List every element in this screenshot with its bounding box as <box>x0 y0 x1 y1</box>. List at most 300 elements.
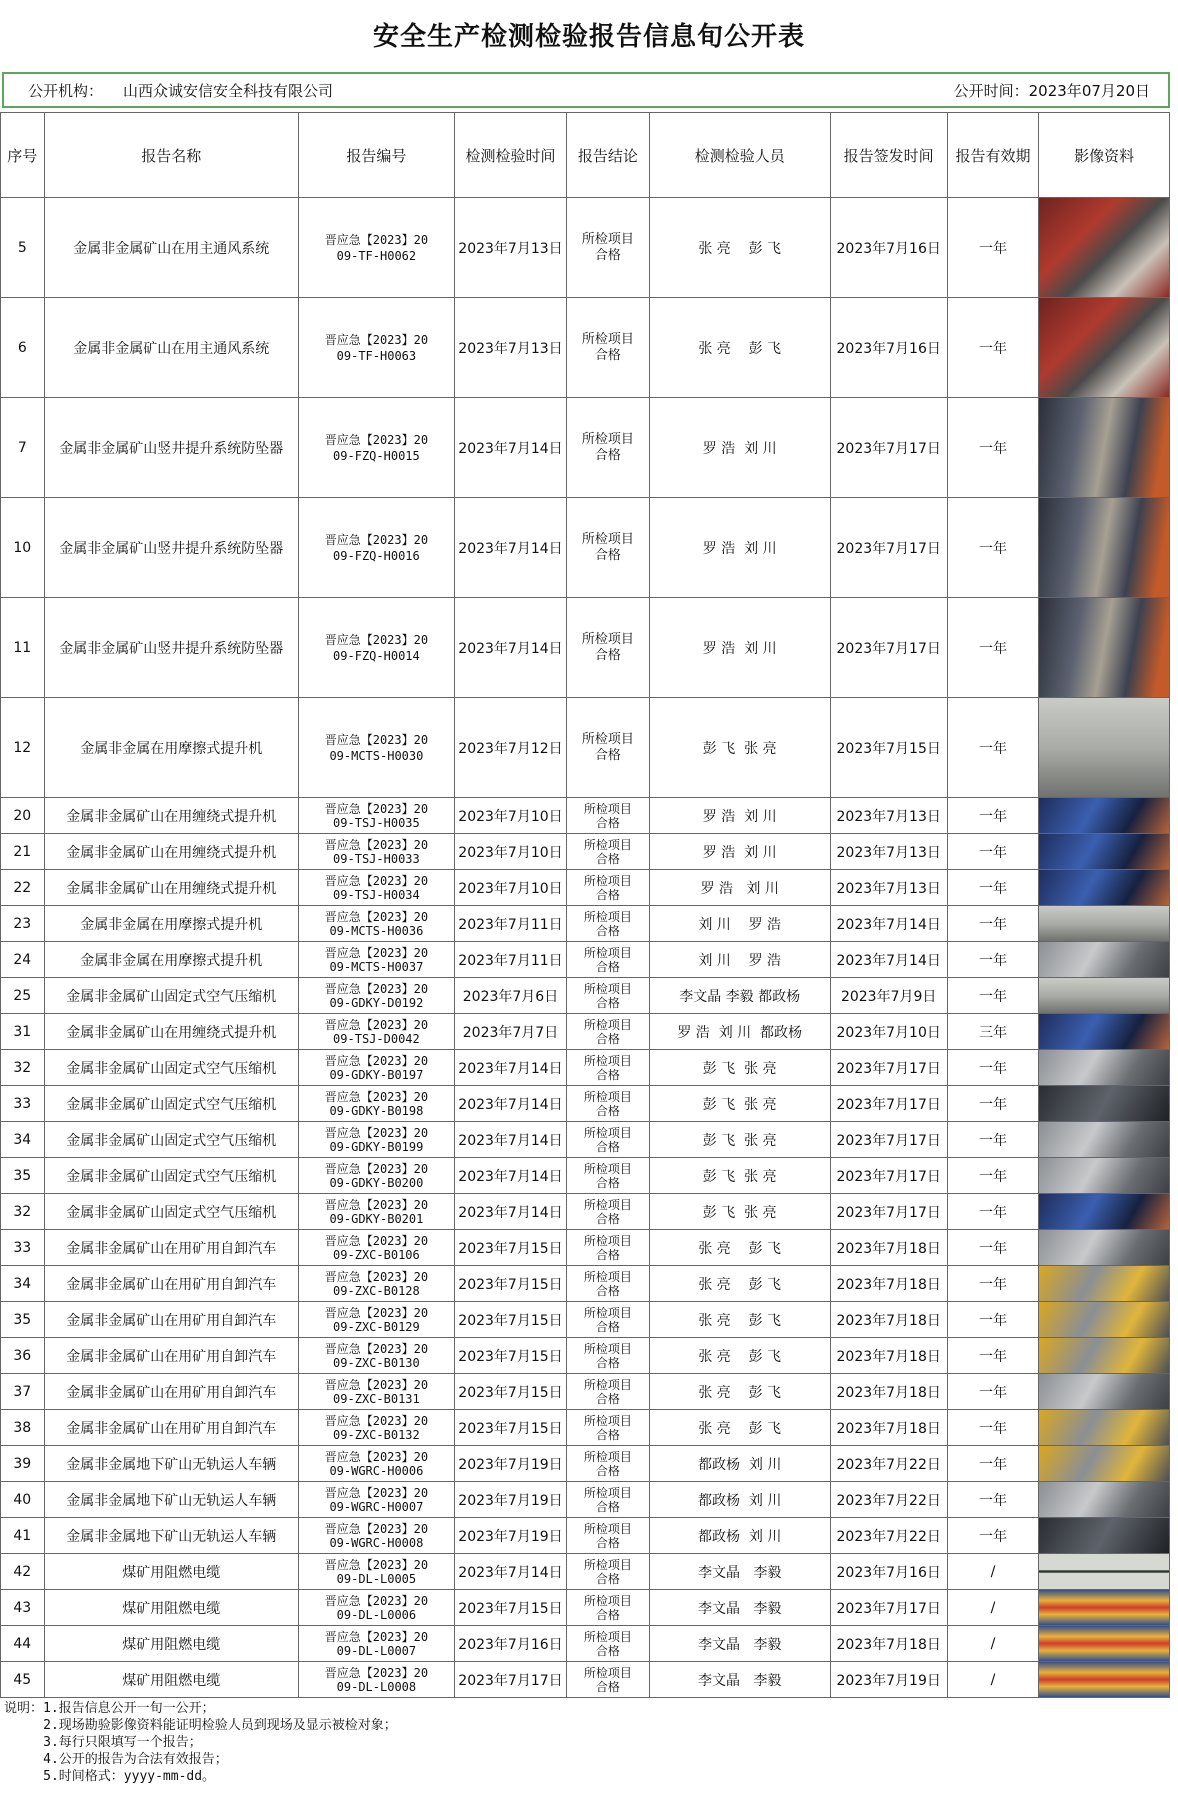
report-code <box>298 834 454 870</box>
photo-cell <box>1039 1662 1170 1698</box>
conclusion-line1: 所检项目 <box>583 1449 632 1464</box>
validity: / <box>947 1590 1039 1626</box>
inspectors: 李文晶 李毅 都政杨 <box>649 978 830 1014</box>
photo-cell <box>1039 978 1170 1014</box>
test-date: 2023年7月14日 <box>454 1554 566 1590</box>
photo-cell <box>1039 1446 1170 1482</box>
table-row <box>1 698 1170 798</box>
conclusion-line1: 所检项目 <box>583 1161 632 1176</box>
validity: 一年 <box>947 978 1039 1014</box>
conclusion-line2: 合格 <box>595 959 620 974</box>
report-code-line2: 09-WGRC-H0007 <box>329 1499 424 1514</box>
report-code-line1: 晋应急【2023】20 <box>324 981 429 996</box>
report-code-line2: 09-GDKY-B0201 <box>329 1211 424 1226</box>
row-number: 20 <box>1 798 45 834</box>
report-code-line2: 09-GDKY-B0197 <box>329 1067 424 1082</box>
photo-cell <box>1039 598 1170 698</box>
validity: 一年 <box>947 1446 1039 1482</box>
photo-cell <box>1039 1230 1170 1266</box>
report-name: 金属非金属矿山在用主通风系统 <box>44 198 298 298</box>
site-photo <box>1039 1662 1169 1697</box>
conclusion <box>567 978 650 1014</box>
report-code-line2: 09-DL-L0005 <box>336 1571 417 1586</box>
report-code <box>298 1338 454 1374</box>
table-row <box>1 870 1170 906</box>
report-code-line1: 晋应急【2023】20 <box>324 1197 429 1212</box>
row-number: 34 <box>1 1122 45 1158</box>
inspectors: 罗 浩 刘 川 <box>649 398 830 498</box>
conclusion-line1: 所检项目 <box>583 801 632 816</box>
site-photo <box>1039 834 1169 869</box>
conclusion-line1: 所检项目 <box>583 1341 632 1356</box>
conclusion-line2: 合格 <box>595 1391 620 1406</box>
conclusion-line2: 合格 <box>595 1103 620 1118</box>
validity: 一年 <box>947 398 1039 498</box>
conclusion <box>567 1554 650 1590</box>
site-photo <box>1039 1338 1169 1373</box>
conclusion <box>567 1590 650 1626</box>
report-code <box>298 1446 454 1482</box>
report-code-line2: 09-DL-L0008 <box>336 1679 417 1694</box>
site-photo <box>1039 1518 1169 1553</box>
conclusion-line2: 合格 <box>595 1247 620 1262</box>
org-bar <box>2 72 1170 108</box>
test-date: 2023年7月12日 <box>454 698 566 798</box>
report-code-line2: 09-TF-H0062 <box>336 248 417 263</box>
site-photo <box>1039 298 1169 397</box>
inspectors: 张 亮 彭 飞 <box>649 1302 830 1338</box>
report-name: 金属非金属矿山在用缠绕式提升机 <box>44 834 298 870</box>
conclusion-line1: 所检项目 <box>583 1377 632 1392</box>
table-row <box>1 1374 1170 1410</box>
conclusion <box>567 1446 650 1482</box>
table-row <box>1 942 1170 978</box>
test-date: 2023年7月14日 <box>454 1086 566 1122</box>
issue-date: 2023年7月17日 <box>830 1590 947 1626</box>
conclusion-line1: 所检项目 <box>581 431 634 447</box>
table-row <box>1 1122 1170 1158</box>
report-table <box>0 112 1170 1698</box>
report-code <box>298 942 454 978</box>
conclusion-line1: 所检项目 <box>581 731 634 747</box>
inspectors: 罗 浩 刘 川 <box>649 498 830 598</box>
site-photo <box>1039 978 1169 1013</box>
conclusion-line1: 所检项目 <box>583 945 632 960</box>
table-row <box>1 1302 1170 1338</box>
report-code-line2: 09-MCTS-H0037 <box>329 959 424 974</box>
test-date: 2023年7月19日 <box>454 1518 566 1554</box>
report-name: 金属非金属矿山在用矿用自卸汽车 <box>44 1410 298 1446</box>
report-code <box>298 1014 454 1050</box>
table-row <box>1 498 1170 598</box>
photo-cell <box>1039 698 1170 798</box>
table-row <box>1 1590 1170 1626</box>
inspectors: 彭 飞 张 亮 <box>649 1122 830 1158</box>
report-code-line2: 09-ZXC-B0129 <box>333 1319 420 1334</box>
conclusion-line1: 所检项目 <box>583 1521 632 1536</box>
issue-date: 2023年7月18日 <box>830 1302 947 1338</box>
test-date: 2023年7月15日 <box>454 1302 566 1338</box>
site-photo <box>1039 598 1169 697</box>
report-name: 煤矿用阻燃电缆 <box>44 1626 298 1662</box>
site-photo <box>1039 1374 1169 1409</box>
conclusion-line2: 合格 <box>595 1283 620 1298</box>
inspectors: 李文晶 李毅 <box>649 1662 830 1698</box>
test-date: 2023年7月15日 <box>454 1338 566 1374</box>
table-row <box>1 1662 1170 1698</box>
issue-date: 2023年7月18日 <box>830 1266 947 1302</box>
report-name: 金属非金属矿山在用主通风系统 <box>44 298 298 398</box>
validity: 一年 <box>947 198 1039 298</box>
conclusion-line2: 合格 <box>595 851 620 866</box>
report-name: 金属非金属地下矿山无轨运人车辆 <box>44 1518 298 1554</box>
conclusion-line1: 所检项目 <box>583 1305 632 1320</box>
validity: 一年 <box>947 1374 1039 1410</box>
conclusion-line2: 合格 <box>595 1607 620 1622</box>
report-code <box>298 1662 454 1698</box>
inspectors: 李文晶 李毅 <box>649 1626 830 1662</box>
report-code-line1: 晋应急【2023】20 <box>324 432 429 447</box>
report-code-line2: 09-FZQ-H0014 <box>333 648 420 663</box>
validity: 一年 <box>947 598 1039 698</box>
conclusion-line2: 合格 <box>595 1319 620 1334</box>
report-name: 金属非金属矿山固定式空气压缩机 <box>44 1086 298 1122</box>
table-row <box>1 906 1170 942</box>
report-name: 金属非金属矿山固定式空气压缩机 <box>44 1158 298 1194</box>
report-code <box>298 1194 454 1230</box>
issue-date: 2023年7月19日 <box>830 1662 947 1698</box>
column-header: 检测检验时间 <box>454 113 566 198</box>
conclusion <box>567 942 650 978</box>
issue-date: 2023年7月14日 <box>830 942 947 978</box>
validity: 一年 <box>947 870 1039 906</box>
conclusion <box>567 1518 650 1554</box>
report-code-line2: 09-MCTS-H0036 <box>329 923 424 938</box>
report-name: 金属非金属矿山固定式空气压缩机 <box>44 1050 298 1086</box>
report-code <box>298 1374 454 1410</box>
issue-date: 2023年7月13日 <box>830 834 947 870</box>
conclusion-line2: 合格 <box>595 995 620 1010</box>
report-code <box>298 798 454 834</box>
validity: 一年 <box>947 906 1039 942</box>
column-header: 报告结论 <box>567 113 650 198</box>
validity: 一年 <box>947 1194 1039 1230</box>
report-name: 煤矿用阻燃电缆 <box>44 1554 298 1590</box>
report-code-line1: 晋应急【2023】20 <box>324 1305 429 1320</box>
site-photo <box>1039 1014 1169 1049</box>
report-code <box>298 1050 454 1086</box>
row-number: 24 <box>1 942 45 978</box>
report-name: 金属非金属矿山固定式空气压缩机 <box>44 1122 298 1158</box>
report-code <box>298 198 454 298</box>
report-name: 金属非金属矿山在用矿用自卸汽车 <box>44 1374 298 1410</box>
inspectors: 张 亮 彭 飞 <box>649 298 830 398</box>
site-photo <box>1039 1626 1169 1661</box>
issue-date: 2023年7月17日 <box>830 1194 947 1230</box>
row-number: 45 <box>1 1662 45 1698</box>
report-name: 金属非金属矿山在用矿用自卸汽车 <box>44 1338 298 1374</box>
photo-cell <box>1039 1158 1170 1194</box>
report-name: 金属非金属矿山在用矿用自卸汽车 <box>44 1230 298 1266</box>
site-photo <box>1039 1482 1169 1517</box>
conclusion <box>567 1410 650 1446</box>
conclusion-line2: 合格 <box>595 1175 620 1190</box>
photo-cell <box>1039 942 1170 978</box>
conclusion <box>567 1014 650 1050</box>
photo-cell <box>1039 1374 1170 1410</box>
conclusion-line2: 合格 <box>595 815 620 830</box>
issue-date: 2023年7月16日 <box>830 298 947 398</box>
conclusion-line1: 所检项目 <box>583 1665 632 1680</box>
report-code-line2: 09-GDKY-B0198 <box>329 1103 424 1118</box>
issue-date: 2023年7月17日 <box>830 1050 947 1086</box>
validity: 一年 <box>947 298 1039 398</box>
report-code-line1: 晋应急【2023】20 <box>324 1413 429 1428</box>
conclusion-line2: 合格 <box>595 1031 620 1046</box>
test-date: 2023年7月14日 <box>454 598 566 698</box>
row-number: 35 <box>1 1158 45 1194</box>
report-code-line1: 晋应急【2023】20 <box>324 1017 429 1032</box>
report-code-line2: 09-ZXC-B0128 <box>333 1283 420 1298</box>
photo-cell <box>1039 834 1170 870</box>
conclusion-line1: 所检项目 <box>583 1269 632 1284</box>
table-row <box>1 1554 1170 1590</box>
org-label: 公开机构： <box>28 81 104 100</box>
report-code <box>298 978 454 1014</box>
photo-cell <box>1039 1590 1170 1626</box>
conclusion <box>567 906 650 942</box>
site-photo <box>1039 1050 1169 1085</box>
inspectors: 罗 浩 刘 川 都政杨 <box>649 1014 830 1050</box>
org-name: 山西众诚安信安全科技有限公司 <box>123 81 334 100</box>
test-date: 2023年7月15日 <box>454 1410 566 1446</box>
table-row <box>1 1626 1170 1662</box>
test-date: 2023年7月10日 <box>454 834 566 870</box>
row-number: 31 <box>1 1014 45 1050</box>
conclusion <box>567 1302 650 1338</box>
inspectors: 彭 飞 张 亮 <box>649 1050 830 1086</box>
conclusion-line2: 合格 <box>595 1679 620 1694</box>
validity: 一年 <box>947 1158 1039 1194</box>
conclusion-line2: 合格 <box>594 647 621 663</box>
table-row <box>1 398 1170 498</box>
inspectors: 罗 浩 刘 川 <box>649 598 830 698</box>
report-code <box>298 598 454 698</box>
issue-date: 2023年7月10日 <box>830 1014 947 1050</box>
photo-cell <box>1039 798 1170 834</box>
conclusion-line2: 合格 <box>595 1355 620 1370</box>
photo-cell <box>1039 1194 1170 1230</box>
conclusion-line1: 所检项目 <box>583 1557 632 1572</box>
report-code-line2: 09-ZXC-B0106 <box>333 1247 420 1262</box>
report-code-line2: 09-DL-L0006 <box>336 1607 417 1622</box>
validity: / <box>947 1626 1039 1662</box>
report-code <box>298 1230 454 1266</box>
conclusion <box>567 1626 650 1662</box>
validity: 三年 <box>947 1014 1039 1050</box>
test-date: 2023年7月19日 <box>454 1446 566 1482</box>
photo-cell <box>1039 1518 1170 1554</box>
report-code-line1: 晋应急【2023】20 <box>324 1665 429 1680</box>
conclusion-line2: 合格 <box>594 747 621 763</box>
inspectors: 都政杨 刘 川 <box>649 1446 830 1482</box>
validity: 一年 <box>947 1086 1039 1122</box>
report-code <box>298 906 454 942</box>
report-name: 金属非金属地下矿山无轨运人车辆 <box>44 1446 298 1482</box>
conclusion-line2: 合格 <box>594 347 621 363</box>
report-code <box>298 1554 454 1590</box>
row-number: 36 <box>1 1338 45 1374</box>
photo-cell <box>1039 1122 1170 1158</box>
report-code-line2: 09-ZXC-B0132 <box>333 1427 420 1442</box>
report-code-line1: 晋应急【2023】20 <box>324 1341 429 1356</box>
row-number: 43 <box>1 1590 45 1626</box>
conclusion-line2: 合格 <box>595 1427 620 1442</box>
photo-cell <box>1039 1338 1170 1374</box>
report-code <box>298 398 454 498</box>
table-row <box>1 1410 1170 1446</box>
site-photo <box>1039 942 1169 977</box>
table-body <box>1 198 1170 1698</box>
conclusion <box>567 298 650 398</box>
issue-date: 2023年7月22日 <box>830 1446 947 1482</box>
conclusion <box>567 1158 650 1194</box>
issue-date: 2023年7月22日 <box>830 1482 947 1518</box>
conclusion <box>567 1338 650 1374</box>
conclusion-line1: 所检项目 <box>583 1593 632 1608</box>
note-line: 3.每行只限填写一个报告； <box>4 1735 202 1750</box>
column-header: 报告有效期 <box>947 113 1039 198</box>
report-name: 金属非金属矿山竖井提升系统防坠器 <box>44 498 298 598</box>
inspectors: 彭 飞 张 亮 <box>649 1158 830 1194</box>
table-row <box>1 1086 1170 1122</box>
report-code-line1: 晋应急【2023】20 <box>324 837 429 852</box>
test-date: 2023年7月10日 <box>454 798 566 834</box>
report-code-line2: 09-MCTS-H0030 <box>329 748 424 763</box>
report-name: 金属非金属矿山固定式空气压缩机 <box>44 1194 298 1230</box>
notes <box>4 1700 397 1785</box>
row-number: 42 <box>1 1554 45 1590</box>
row-number: 32 <box>1 1194 45 1230</box>
row-number: 41 <box>1 1518 45 1554</box>
conclusion-line1: 所检项目 <box>581 231 634 247</box>
table-row <box>1 1158 1170 1194</box>
report-code-line1: 晋应急【2023】20 <box>324 801 429 816</box>
inspectors: 彭 飞 张 亮 <box>649 1194 830 1230</box>
photo-cell <box>1039 1554 1170 1590</box>
conclusion-line1: 所检项目 <box>581 531 634 547</box>
report-code <box>298 498 454 598</box>
row-number: 44 <box>1 1626 45 1662</box>
report-code <box>298 1302 454 1338</box>
issue-date: 2023年7月17日 <box>830 598 947 698</box>
issue-date: 2023年7月14日 <box>830 906 947 942</box>
table-row <box>1 198 1170 298</box>
report-code <box>298 1590 454 1626</box>
site-photo <box>1039 1086 1169 1121</box>
test-date: 2023年7月13日 <box>454 298 566 398</box>
table-row <box>1 834 1170 870</box>
test-date: 2023年7月10日 <box>454 870 566 906</box>
report-code <box>298 1626 454 1662</box>
report-code-line1: 晋应急【2023】20 <box>324 1449 429 1464</box>
conclusion-line2: 合格 <box>595 1211 620 1226</box>
inspectors: 李文晶 李毅 <box>649 1554 830 1590</box>
report-code-line2: 09-TSJ-H0035 <box>333 815 420 830</box>
validity: 一年 <box>947 1302 1039 1338</box>
conclusion <box>567 1374 650 1410</box>
report-code <box>298 1482 454 1518</box>
issue-date: 2023年7月17日 <box>830 1158 947 1194</box>
row-number: 40 <box>1 1482 45 1518</box>
report-code-line2: 09-WGRC-H0006 <box>329 1463 424 1478</box>
row-number: 21 <box>1 834 45 870</box>
inspectors: 都政杨 刘 川 <box>649 1518 830 1554</box>
test-date: 2023年7月13日 <box>454 198 566 298</box>
validity: / <box>947 1662 1039 1698</box>
issue-date: 2023年7月18日 <box>830 1374 947 1410</box>
conclusion-line1: 所检项目 <box>583 1413 632 1428</box>
issue-date: 2023年7月16日 <box>830 198 947 298</box>
report-code-line1: 晋应急【2023】20 <box>324 873 429 888</box>
issue-date: 2023年7月13日 <box>830 870 947 906</box>
photo-cell <box>1039 1410 1170 1446</box>
note-line: 5.时间格式：yyyy-mm-dd。 <box>4 1769 216 1784</box>
note-line: 4.公开的报告为合法有效报告； <box>4 1752 228 1767</box>
inspectors: 彭 飞 张 亮 <box>649 1086 830 1122</box>
conclusion <box>567 1122 650 1158</box>
report-name: 金属非金属在用摩擦式提升机 <box>44 942 298 978</box>
conclusion-line1: 所检项目 <box>583 1125 632 1140</box>
validity: 一年 <box>947 834 1039 870</box>
report-code-line1: 晋应急【2023】20 <box>324 1377 429 1392</box>
photo-cell <box>1039 906 1170 942</box>
conclusion <box>567 698 650 798</box>
test-date: 2023年7月14日 <box>454 1050 566 1086</box>
report-name: 金属非金属矿山固定式空气压缩机 <box>44 978 298 1014</box>
issue-date: 2023年7月18日 <box>830 1626 947 1662</box>
header-row <box>1 113 1170 198</box>
site-photo <box>1039 798 1169 833</box>
report-code-line2: 09-GDKY-B0199 <box>329 1139 424 1154</box>
report-code-line2: 09-GDKY-B0200 <box>329 1175 424 1190</box>
validity: 一年 <box>947 1410 1039 1446</box>
site-photo <box>1039 870 1169 905</box>
row-number: 23 <box>1 906 45 942</box>
conclusion <box>567 1230 650 1266</box>
photo-cell <box>1039 1086 1170 1122</box>
row-number: 35 <box>1 1302 45 1338</box>
conclusion-line1: 所检项目 <box>583 1053 632 1068</box>
row-number: 22 <box>1 870 45 906</box>
site-photo <box>1039 398 1169 497</box>
conclusion-line2: 合格 <box>595 1643 620 1658</box>
report-code-line1: 晋应急【2023】20 <box>324 532 429 547</box>
table-row <box>1 798 1170 834</box>
site-photo <box>1039 1590 1169 1625</box>
conclusion <box>567 598 650 698</box>
publish-date: 公开时间：2023年07月20日 <box>953 81 1150 100</box>
test-date: 2023年7月15日 <box>454 1374 566 1410</box>
report-name: 金属非金属矿山竖井提升系统防坠器 <box>44 398 298 498</box>
conclusion-line1: 所检项目 <box>583 1485 632 1500</box>
conclusion <box>567 870 650 906</box>
validity: 一年 <box>947 498 1039 598</box>
issue-date: 2023年7月18日 <box>830 1230 947 1266</box>
table-row <box>1 1014 1170 1050</box>
row-number: 25 <box>1 978 45 1014</box>
validity: 一年 <box>947 698 1039 798</box>
